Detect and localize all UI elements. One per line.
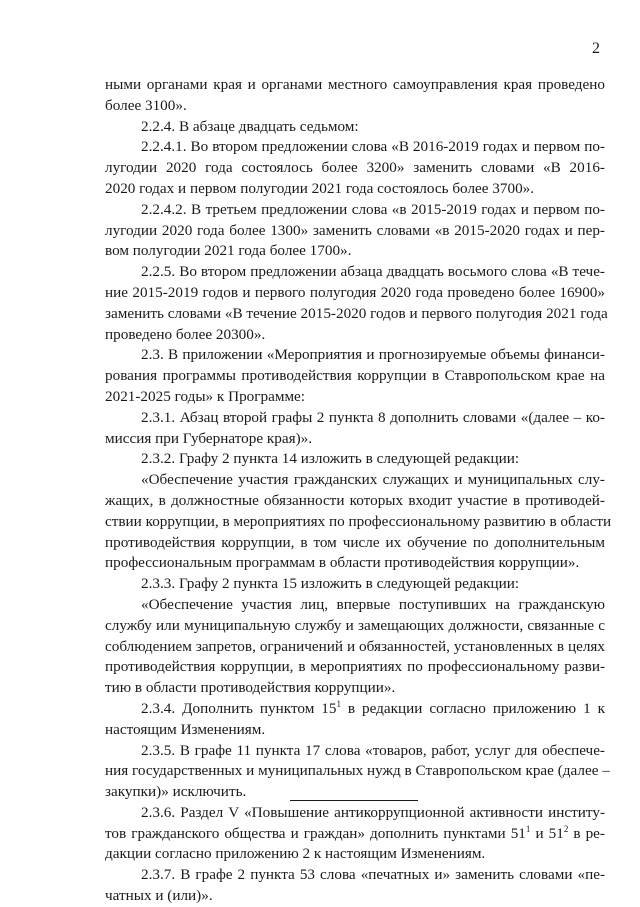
text-line: 2.3.3. Графу 2 пункта 15 изложить в следующей редакции: — [141, 575, 520, 593]
text-line: 2.2.4.2. В третьем предложении слова «в 2015-2019 годах и первом по- — [141, 200, 605, 218]
text-line: «Обеспечение участия гражданских служащих и муниципальных слу- — [141, 471, 605, 489]
text-line: чатных и (или)». — [105, 887, 213, 905]
text-line: дакции согласно приложению 2 к настоящим Изменениям. — [105, 845, 486, 863]
text-line: «Обеспечение участия лиц, впервые поступивших на гражданскую — [141, 595, 605, 613]
text-line: противодействия коррупции, в том числе их обучение по дополнительным — [105, 533, 605, 551]
text-line: ствии коррупции, в мероприятиях по профессиональному развитию в области — [105, 512, 612, 530]
text-line: 2021-2025 годы» к Программе: — [105, 387, 306, 405]
text-line: закупки)» исключить. — [105, 783, 247, 801]
text-line: соблюдением запретов, ограничений и обязанностей, установленных в целях — [105, 637, 605, 655]
text-line: ния государственных и муниципальных нужд в Ставропольском крае (далее – — [105, 762, 610, 780]
text-line: 2.3.1. Абзац второй графы 2 пункта 8 дополнить словами «(далее – ко- — [141, 408, 605, 426]
document-body — [105, 75, 612, 907]
text-line: заменить словами «В течение 2015-2020 годов и первого полугодия 2021 года — [105, 304, 608, 322]
text-line: 2.2.5. Во втором предложении абзаца двадцать восьмого слова «В тече- — [141, 263, 605, 281]
text-line: 2.2.4. В абзаце двадцать седьмом: — [141, 117, 359, 135]
text-line: профессиональным программам в области противодействия коррупции». — [105, 554, 580, 572]
text-line: 2.3.4. Дополнить пунктом $15^1$ в редакции согласно приложению 1 к — [141, 698, 605, 717]
text-line: вом полугодии 2021 года более 1700». — [105, 242, 352, 260]
text-line: 2.3.6. Раздел V «Повышение антикоррупционной активности институ- — [141, 803, 605, 821]
text-line: настоящим Изменениям. — [105, 720, 266, 738]
text-line: 2.3. В приложении «Мероприятия и прогнозируемые объемы финанси- — [141, 346, 605, 364]
text-line: 2.3.2. Графу 2 пункта 14 изложить в следующей редакции: — [141, 450, 520, 468]
text-line: 2.3.7. В графе 2 пункта 53 слова «печатных и» заменить словами «пе- — [141, 866, 605, 884]
text-line: миссия при Губернаторе края)». — [105, 429, 313, 447]
text-line: рования программы противодействия коррупции в Ставропольском крае на — [105, 367, 605, 385]
text-line: жащих, в должностные обязанности которых входит участие в противодей- — [105, 491, 605, 509]
text-line: лугодии 2020 года состоялось более 3200» заменить словами «В 2016- — [105, 159, 605, 177]
text-line: 2020 годах и первом полугодии 2021 года состоялось более 3700». — [105, 179, 535, 197]
text-line: службу или муниципальную службу и замещающих должности, связанные с — [105, 616, 605, 634]
text-line: ние 2015-2019 годов и первого полугодия 2020 года проведено более 16900» — [105, 283, 605, 301]
text-line: более 3100». — [105, 96, 187, 114]
text-line: лугодии 2020 года более 1300» заменить словами «в 2015-2020 годах и пер- — [105, 221, 605, 239]
text-line: проведено более 20300». — [105, 325, 266, 343]
text-line: ными органами края и органами местного самоуправления края проведено — [105, 76, 605, 93]
end-divider-line — [290, 800, 418, 801]
page-number: 2 — [592, 40, 600, 57]
text-line: 2.3.5. В графе 11 пункта 17 слова «товаров, работ, услуг для обеспече- — [141, 741, 605, 759]
text-line: тию в области противодействия коррупции». — [105, 679, 396, 697]
text-line: тов гражданского общества и граждан» дополнить пунктами $51^1$ и $51^2$ в ре- — [105, 823, 605, 842]
text-line: противодействия коррупции, в мероприятиях по профессиональному разви- — [105, 658, 605, 676]
text-line: 2.2.4.1. Во втором предложении слова «В 2016-2019 годах и первом по- — [141, 138, 605, 156]
